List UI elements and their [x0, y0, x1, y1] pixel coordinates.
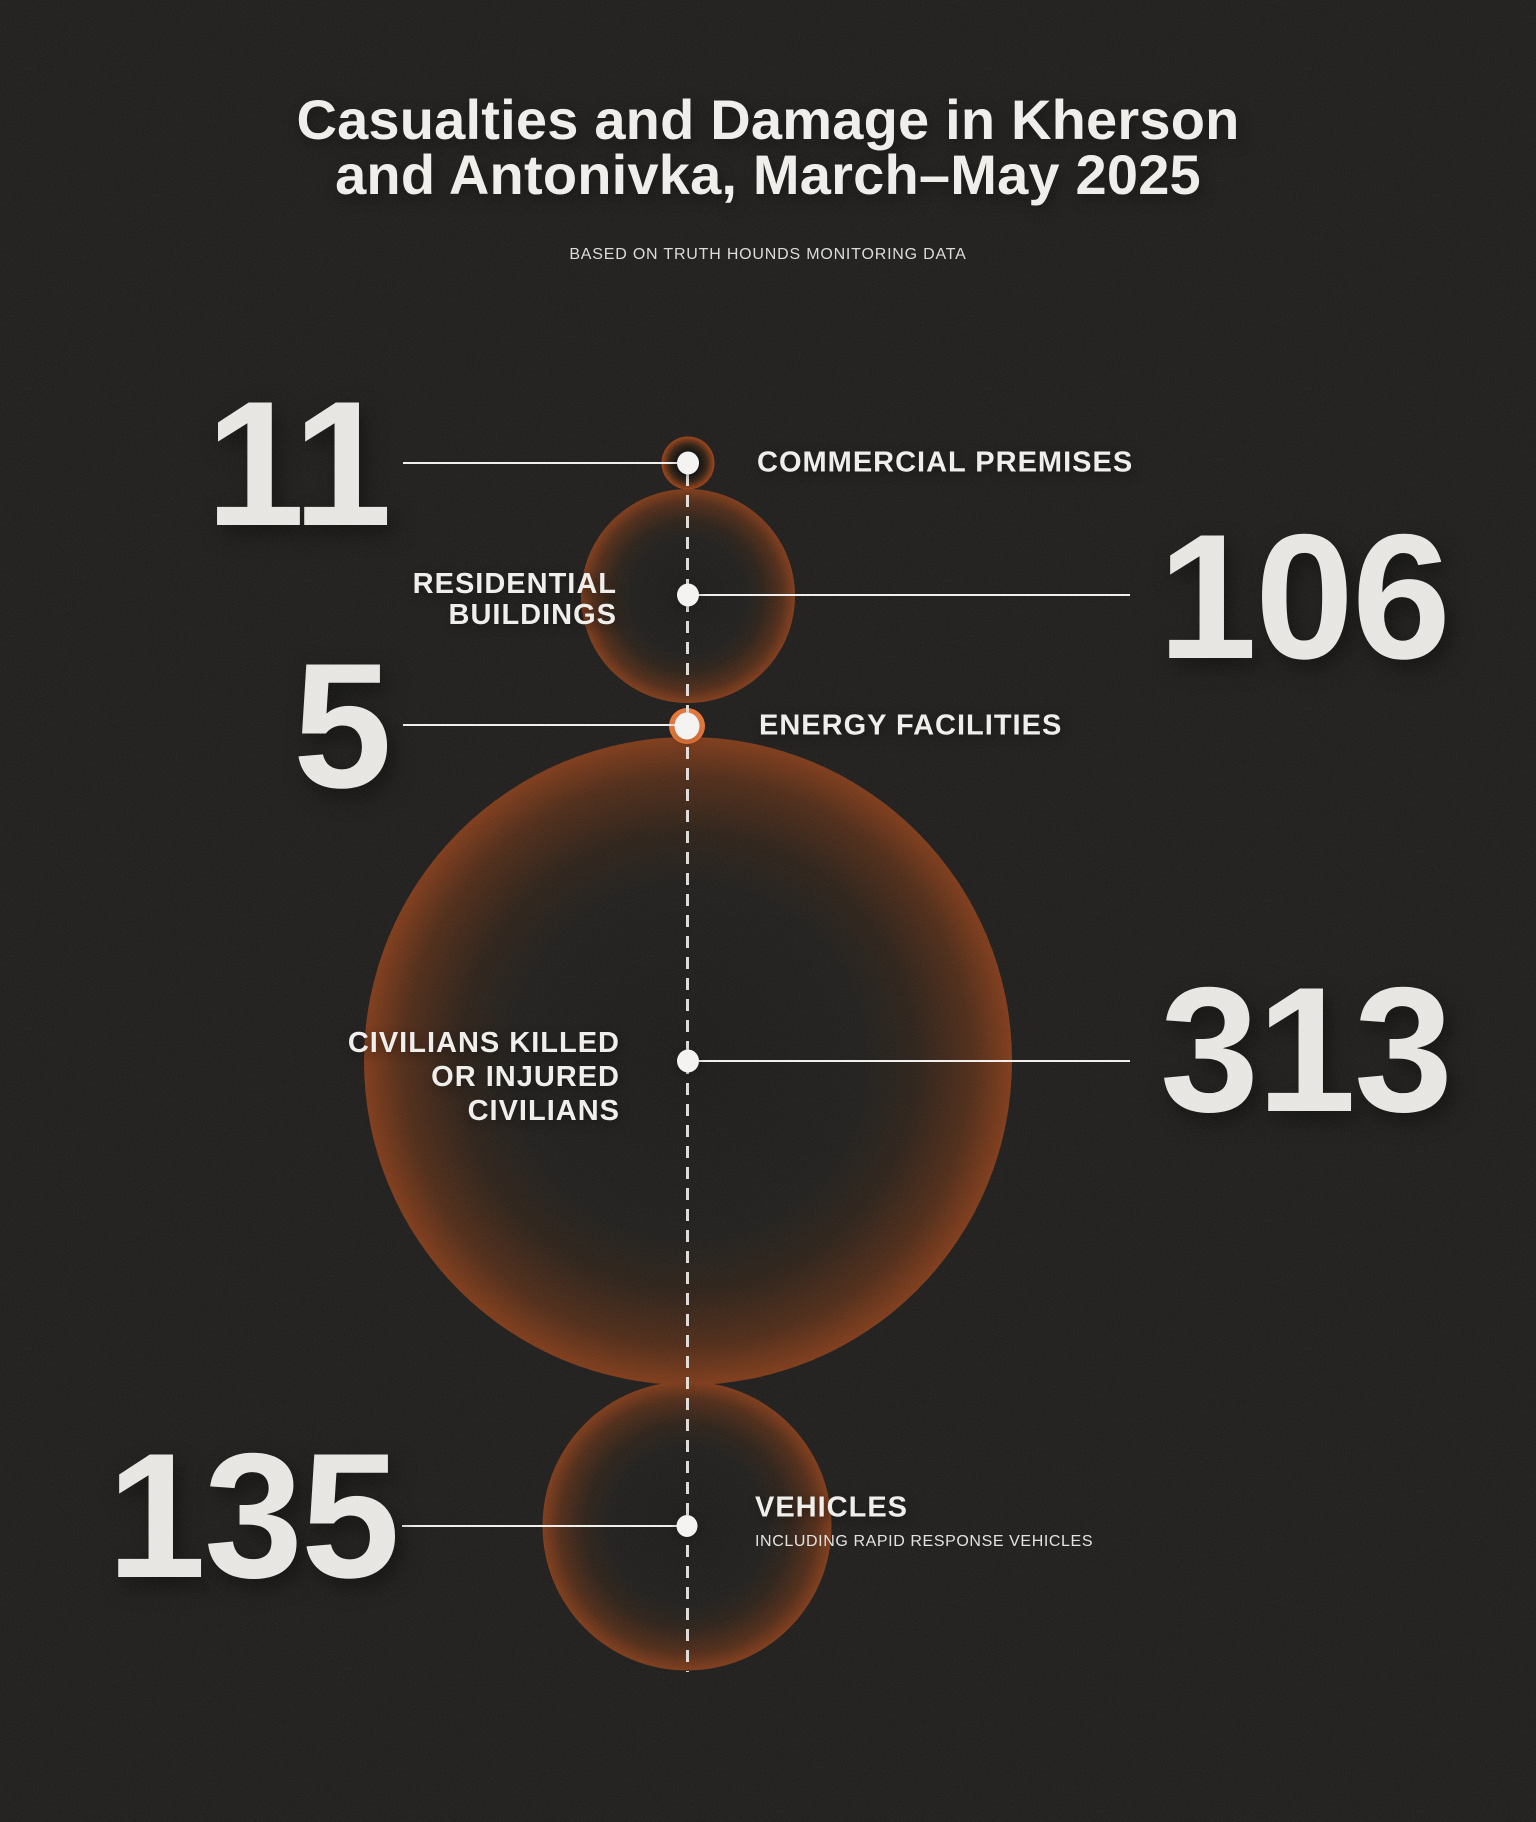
center-dot-commercial-premises: [677, 452, 699, 475]
label-civilians-line-1: CIVILIANS KILLED: [347, 1027, 620, 1059]
label-civilians-line-3: CIVILIANS: [467, 1095, 620, 1127]
connector-line-energy-facilities: [403, 724, 687, 726]
label-civilians-killed-or-injured: [348, 1026, 620, 1128]
value-commercial-premises: 11: [205, 364, 390, 563]
connector-line-commercial-premises: [403, 462, 688, 464]
connector-line-vehicles: [402, 1525, 687, 1527]
vertical-dashed-axis: [686, 474, 689, 1672]
label-commercial-premises: COMMERCIAL PREMISES: [757, 446, 1134, 479]
label-residential-buildings-line-2: BUILDINGS: [448, 599, 617, 631]
center-dot-energy-facilities: [675, 713, 700, 740]
page-title: [0, 88, 1536, 206]
page-title-line-1: Casualties and Damage in Kherson: [296, 88, 1240, 151]
label-civilians-line-2: OR INJURED: [431, 1061, 620, 1093]
label-vehicles: VEHICLES: [755, 1491, 909, 1524]
value-civilians-killed-or-injured: 313: [1160, 950, 1451, 1149]
page-subtitle: BASED ON TRUTH HOUNDS MONITORING DATA: [569, 246, 967, 263]
label-vehicles-note: INCLUDING RAPID RESPONSE VEHICLES: [755, 1533, 1094, 1550]
label-energy-facilities: ENERGY FACILITIES: [759, 709, 1063, 742]
center-dot-residential-buildings: [677, 584, 699, 607]
center-dot-civilians-killed-or-injured: [677, 1050, 699, 1073]
connector-line-residential-buildings: [688, 594, 1130, 596]
label-residential-buildings: [413, 569, 617, 631]
value-residential-buildings: 106: [1158, 497, 1449, 696]
value-vehicles: 135: [107, 1416, 398, 1615]
page-title-line-2: and Antonivka, March–May 2025: [335, 143, 1201, 206]
center-dot-vehicles: [677, 1515, 698, 1537]
label-residential-buildings-line-1: RESIDENTIAL: [412, 568, 617, 600]
connector-line-civilians-killed-or-injured: [688, 1060, 1130, 1062]
value-energy-facilities: 5: [293, 626, 390, 825]
